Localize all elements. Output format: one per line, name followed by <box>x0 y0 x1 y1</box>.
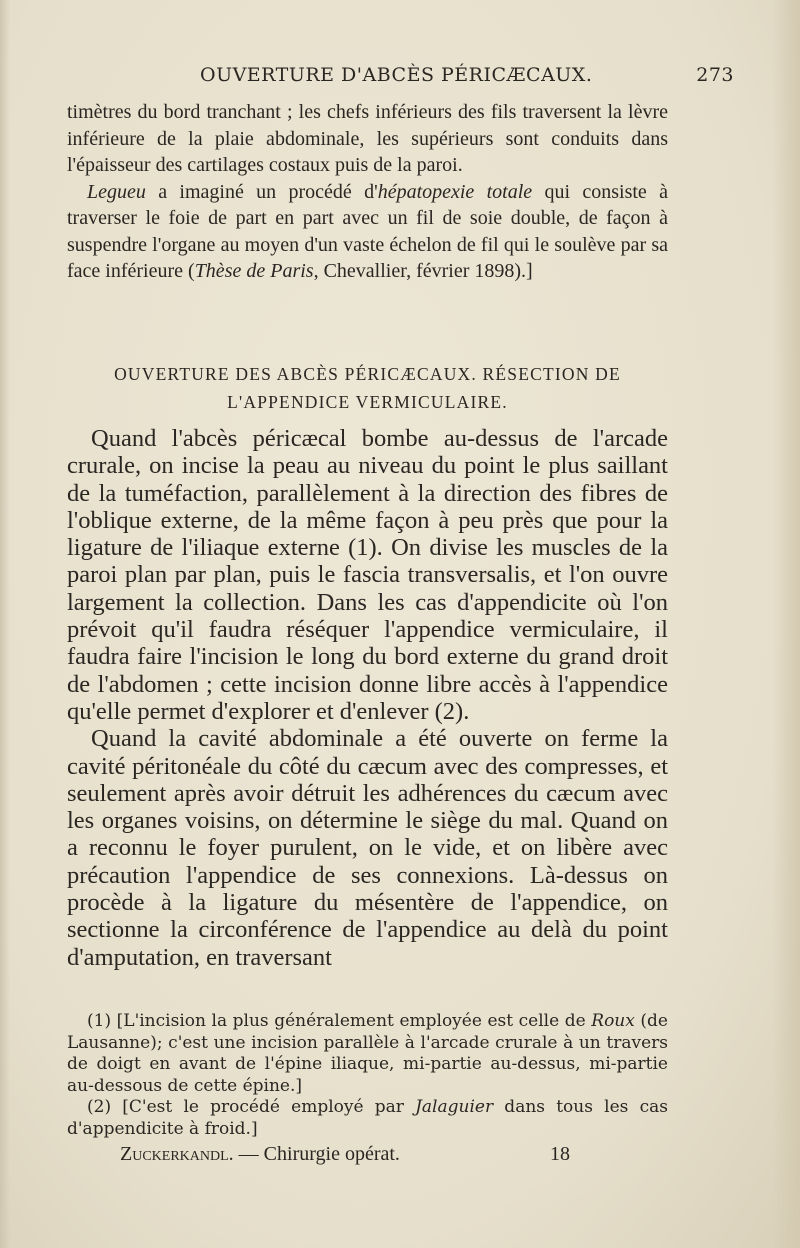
footnote-2-text-b: dans tous les cas d'appendicite à froid.] <box>67 1097 668 1139</box>
main-paragraph-1: Quand l'abcès péricæcal bombe au-dessus de l'arcade crurale, on incise la peau au niveau du point le plus saillant de la tuméfaction, parallèlement à la direction des fibres de l'oblique externe, de la même façon à peu près que pour la ligature de l'iliaque externe (1). On divise les muscles de la paroi plan par plan, puis le fascia transversalis, et l'on ouvre largement la collection. Dans les cas d'appendicite où l'on prévoit qu'il faudra réséquer l'appendice vermiculaire, il faudra faire l'incision le long du bord externe du grand droit de l'abdomen ; cette incision donne libre accès à l'appendice qu'elle permet d'explorer et d'enlever (2). <box>67 425 668 725</box>
signature-mark: 18 <box>550 1143 570 1165</box>
legueu-text-1: a imaginé un procédé d' <box>145 180 378 203</box>
footer-book-title: — Chirurgie opérat. <box>233 1143 400 1165</box>
main-text <box>67 425 668 971</box>
page-edge-right <box>772 0 800 1248</box>
continued-paragraph: timètres du bord tranchant ; les chefs inférieurs des fils traversent la lèvre inférieure de la plaie abdominale, les supérieurs sont conduits dans l'épaisseur des cartilages costaux puis de la paroi. <box>67 101 668 176</box>
section-heading-line-2: L'APPENDICE VERMICULAIRE. <box>227 392 508 412</box>
thesis-reference: Thèse de Paris <box>194 260 314 282</box>
page-footer <box>120 1143 600 1169</box>
legueu-text-3: , Chevallier, février 1898).] <box>313 260 533 282</box>
footnote-1 <box>67 1011 668 1097</box>
footnote-2-author: Jalaguier <box>415 1097 494 1117</box>
running-title: OUVERTURE D'ABCÈS PÉRICÆCAUX. <box>200 64 593 86</box>
page-number: 273 <box>696 64 734 86</box>
footer-title <box>120 1143 400 1166</box>
top-paragraph <box>67 99 668 285</box>
footer-author: Zuckerkandl. <box>120 1143 234 1165</box>
running-header <box>66 64 734 94</box>
section-heading-line-1: OUVERTURE DES ABCÈS PÉRICÆCAUX. RÉSECTION DE <box>114 364 621 384</box>
footnotes <box>67 1011 668 1140</box>
main-paragraph-2: Quand la cavité abdominale a été ouverte on ferme la cavité péritonéale du côté du cæcum avec des compresses, et seulement après avoir détruit les adhérences du cæcum avec les organes voisins, on détermine le siège du mal. Quand on a reconnu le foyer purulent, on le vide, et on libère avec précaution l'appendice de ses connexions. Là-dessus on procède à la ligature du mésentère de l'appendice, on sectionne la circonférence de l'appendice au delà du point d'amputation, en traversant <box>67 725 668 971</box>
legueu-text-2: qui consiste à traverser le foie de part en part avec un fil de soie double, de façon à suspendre l'organe au moyen d'un vaste échelon de fil qui le soulève par sa face inférieure ( <box>67 180 669 282</box>
section-heading <box>67 360 668 416</box>
footnote-1-author: Roux <box>591 1011 635 1031</box>
footnote-2 <box>67 1097 668 1140</box>
footnote-2-text-a: (2) [C'est le procédé employé par <box>87 1097 416 1117</box>
footnote-1-text-b: (de Lausanne); c'est une incision parallèle à l'arcade crurale à un travers de doigt en avant de l'épine iliaque, mi-partie au-dessus, mi-partie au-dessous de cette épine.] <box>67 1011 668 1096</box>
page-edge-left <box>0 0 10 1248</box>
procedure-name: hépatopexie totale <box>377 180 533 203</box>
author-name-legueu: Legueu <box>87 180 146 203</box>
legueu-paragraph <box>67 179 668 285</box>
footnote-1-text-a: (1) [L'incision la plus généralement employée est celle de <box>87 1011 592 1031</box>
